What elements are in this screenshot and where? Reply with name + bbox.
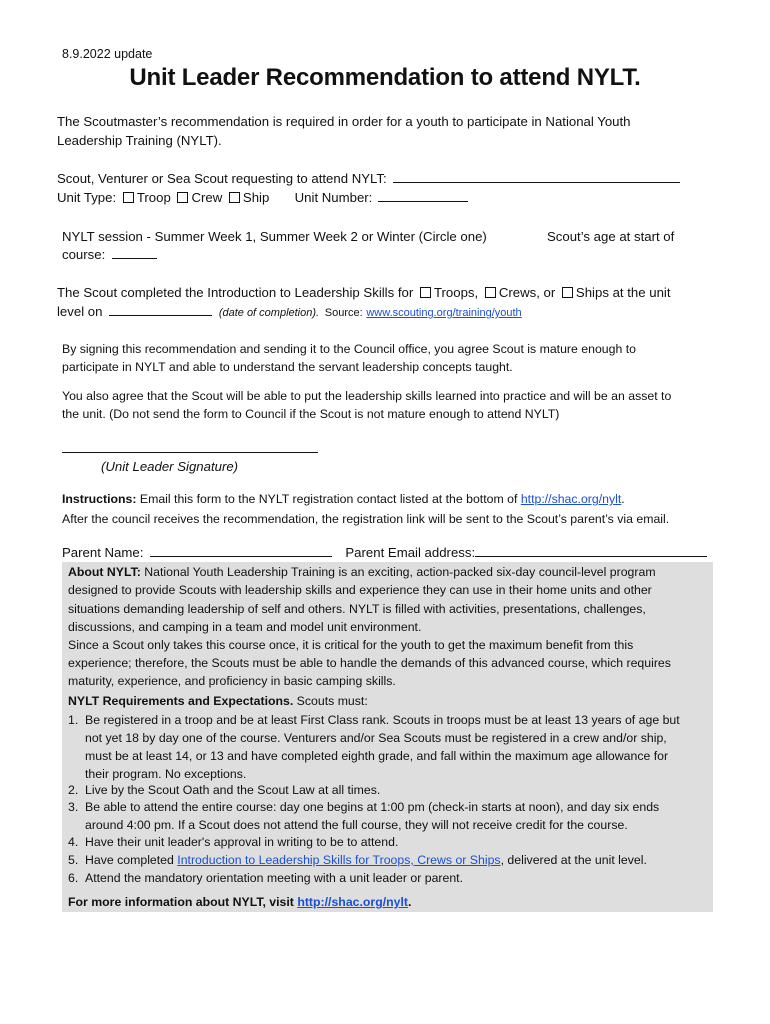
req-5-post: , delivered at the unit level. — [500, 853, 647, 867]
level-on-label: level on — [57, 304, 103, 319]
ship-option-label: Ship — [242, 190, 270, 205]
page-title: Unit Leader Recommendation to attend NYLT. — [129, 64, 641, 91]
completed-text: The Scout completed the Introduction to Leadership Skills for — [57, 285, 414, 300]
unit-number-label: Unit Number: — [294, 190, 373, 205]
req-num-3: 3. — [68, 800, 79, 814]
more-info-link[interactable]: http://shac.org/nylt — [297, 895, 409, 909]
signature-label: (Unit Leader Signature) — [101, 459, 239, 474]
about-l2: designed to provide Scouts with leadership skills and experience they can use in their home units and other — [68, 583, 652, 597]
req-3-l2: around 4:00 pm. If a Scout does not attend the full course, they will not receive credit for the course. — [85, 818, 628, 832]
about-l5: Since a Scout only takes this course once, it is critical for the youth to get the maximum benefit from this — [68, 638, 634, 652]
requirements-heading — [68, 692, 368, 710]
signature-line[interactable] — [62, 452, 318, 453]
date-hint: (date of completion). — [218, 307, 320, 319]
parent-name-field[interactable] — [150, 543, 332, 557]
parent-email-field[interactable] — [475, 543, 707, 557]
intro-line-1: The Scoutmaster’s recommendation is required in order for a youth to participate in National Youth — [57, 114, 631, 129]
instructions-end: . — [621, 492, 625, 506]
req-3-l1: Be able to attend the entire course: day one begins at 1:00 pm (check-in starts at noon), and day six ends — [85, 800, 660, 814]
req-1-l1: Be registered in a troop and be at least First Class rank. Scouts in troops must be at least 13 years of age but — [85, 713, 680, 727]
ils-training-link[interactable]: Introduction to Leadership Skills for Troops, Crews or Ships — [177, 853, 501, 867]
about-label: About NYLT: — [68, 565, 141, 579]
agreement-p2-l1: You also agree that the Scout will be able to put the leadership skills learned into practice and will be an asset to — [62, 389, 672, 403]
req-num-5: 5. — [68, 853, 79, 867]
instructions-line-1 — [62, 490, 625, 509]
about-l7: maturity, experience, and proficiency in basic camping skills. — [68, 674, 396, 688]
about-l1-text: National Youth Leadership Training is an exciting, action-packed six-day council-level program — [140, 565, 656, 579]
about-l4: discussions, and camping in a team and model unit environment. — [68, 620, 422, 634]
crew-checkbox[interactable] — [177, 192, 188, 203]
req-num-1: 1. — [68, 713, 79, 727]
parent-name-label: Parent Name: — [62, 545, 144, 560]
more-info-end: . — [408, 895, 412, 909]
req-1-l3: must be at least 14, or 13 and have completed eighth grade, and fall within the maximum age allowance for — [85, 749, 669, 763]
more-info — [68, 893, 411, 911]
about-l3: situations demanding leadership of self and others. NYLT is filled with activities, presentations, challenges, — [68, 602, 646, 616]
update-date: 8.9.2022 update — [62, 47, 153, 61]
unit-type-label: Unit Type: — [57, 190, 117, 205]
req-2: Live by the Scout Oath and the Scout Law at all times. — [85, 783, 381, 797]
about-l6: experience; therefore, the Scouts must be able to handle the demands of this advanced course, which requires — [68, 656, 671, 670]
completed-line-2 — [57, 302, 522, 323]
source-label: Source: — [324, 307, 363, 319]
req-num-2: 2. — [68, 783, 79, 797]
req-num-4: 4. — [68, 835, 79, 849]
troops-option-label: Troops, — [433, 285, 479, 300]
unit-number-field[interactable] — [378, 188, 468, 202]
completed-line-1 — [57, 283, 671, 302]
instructions-label: Instructions: — [62, 492, 137, 506]
parent-email-label: Parent Email address: — [345, 545, 476, 560]
about-l1 — [68, 563, 656, 581]
completion-date-field[interactable] — [109, 302, 212, 316]
crew-option-label: Crew — [191, 190, 223, 205]
age-field[interactable] — [112, 245, 157, 259]
instructions-link[interactable]: http://shac.org/nylt — [520, 492, 622, 506]
troop-option-label: Troop — [136, 190, 171, 205]
crews-checkbox[interactable] — [485, 287, 496, 298]
course-label: course: — [62, 247, 106, 262]
parent-row — [62, 543, 707, 562]
req-6: Attend the mandatory orientation meeting with a unit leader or parent. — [85, 871, 464, 885]
instructions-line-2: After the council receives the recommendation, the registration link will be sent to the Scout’s parent’s via email. — [62, 512, 670, 526]
more-info-text: For more information about NYLT, visit — [68, 895, 298, 909]
course-row — [62, 245, 157, 264]
requirements-label: NYLT Requirements and Expectations. — [68, 694, 294, 708]
agreement-p1-l1: By signing this recommendation and sending it to the Council office, you agree Scout is mature enough to — [62, 342, 636, 356]
req-num-6: 6. — [68, 871, 79, 885]
ships-option-label: Ships at the unit — [575, 285, 671, 300]
scout-name-field[interactable] — [393, 169, 680, 183]
req-1-l4: their program. No exceptions. — [85, 767, 247, 781]
req-4: Have their unit leader's approval in writing to be to attend. — [85, 835, 399, 849]
ships-checkbox[interactable] — [562, 287, 573, 298]
age-label: Scout’s age at start of — [547, 229, 675, 244]
req-5 — [85, 851, 647, 869]
req-1-l2: not yet 18 by day one of the course. Venturers and/or Sea Scouts must be registered in a crew and/or ship, — [85, 731, 667, 745]
troops-checkbox[interactable] — [420, 287, 431, 298]
source-link[interactable]: www.scouting.org/training/youth — [366, 307, 522, 319]
intro-line-2: Leadership Training (NYLT). — [57, 133, 222, 148]
requesting-label: Scout, Venturer or Sea Scout requesting to attend NYLT: — [57, 171, 387, 186]
req-5-pre: Have completed — [85, 853, 178, 867]
unit-type-row — [57, 188, 468, 207]
crews-option-label: Crews, or — [498, 285, 556, 300]
troop-checkbox[interactable] — [123, 192, 134, 203]
requirements-label-tail: Scouts must: — [293, 694, 368, 708]
agreement-p1-l2: participate in NYLT and able to understand the servant leadership concepts taught. — [62, 360, 513, 374]
requesting-row — [57, 169, 680, 188]
session-label: NYLT session - Summer Week 1, Summer Week 2 or Winter (Circle one) — [62, 229, 487, 244]
ship-checkbox[interactable] — [229, 192, 240, 203]
instructions-text: Email this form to the NYLT registration contact listed at the bottom of — [136, 492, 521, 506]
agreement-p2-l2: the unit. (Do not send the form to Council if the Scout is not mature enough to attend NYLT) — [62, 407, 560, 421]
